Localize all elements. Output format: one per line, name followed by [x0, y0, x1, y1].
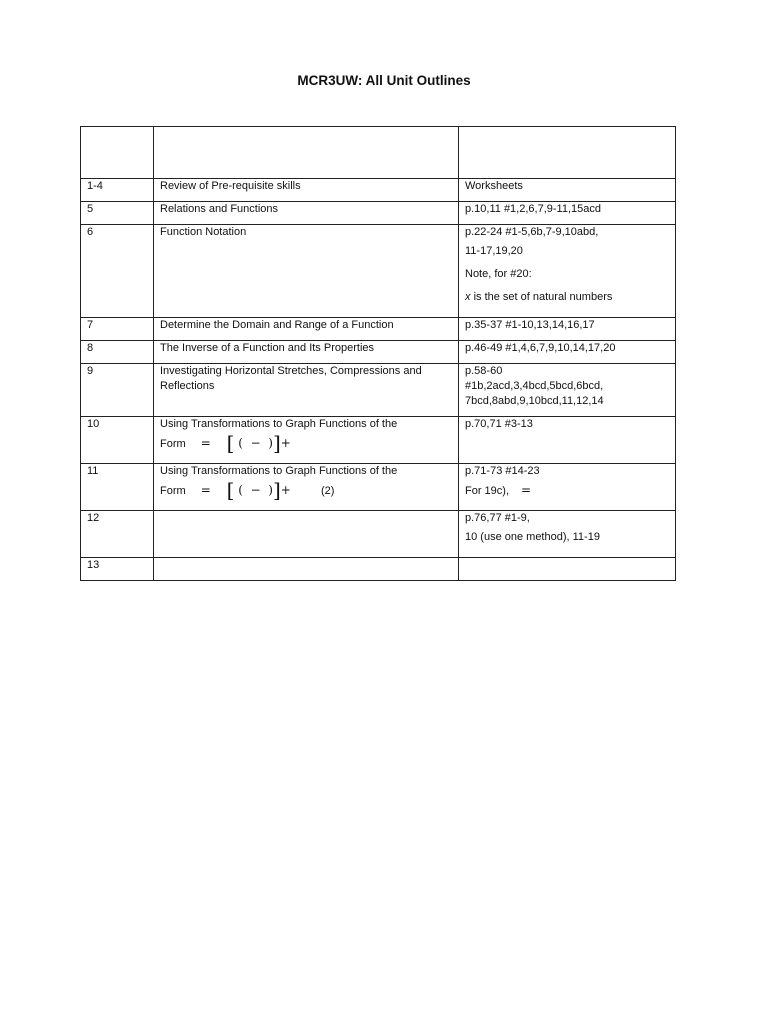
lesson-topic: The Inverse of a Function and Its Properties: [154, 341, 459, 364]
lesson-topic: [154, 558, 459, 581]
table-header-row: [81, 127, 676, 179]
lesson-topic: Review of Pre-requisite skills: [154, 179, 459, 202]
lesson-topic: Relations and Functions: [154, 202, 459, 225]
lesson-number: 13: [81, 558, 154, 581]
lesson-homework: p.76,77 #1-9, 10 (use one method), 11-19: [459, 511, 676, 558]
lesson-number: 5: [81, 202, 154, 225]
table-row: [81, 511, 676, 558]
table-row: [81, 364, 676, 417]
lesson-homework: p.58-60 #1b,2acd,3,4bcd,5bcd,6bcd, 7bcd,8abd,9,10bcd,11,12,14: [459, 364, 676, 417]
lesson-number: 12: [81, 511, 154, 558]
lesson-homework: p.70,71 #3-13: [459, 417, 676, 464]
lesson-topic: Using Transformations to Graph Functions of the Form = [ ( − )]+: [154, 417, 459, 464]
lesson-homework: p.46-49 #1,4,6,7,9,10,14,17,20: [459, 341, 676, 364]
lesson-number: 6: [81, 225, 154, 318]
table-row: [81, 558, 676, 581]
lesson-homework: p.10,11 #1,2,6,7,9-11,15acd: [459, 202, 676, 225]
unit-outline-table: [80, 126, 676, 581]
lesson-topic: [154, 511, 459, 558]
function-form-expression: Form = [ ( − )]+ (2): [160, 478, 335, 502]
table-row: [81, 318, 676, 341]
lesson-number: 9: [81, 364, 154, 417]
lesson-homework: Worksheets: [459, 179, 676, 202]
lesson-homework: p.22-24 #1-5,6b,7-9,10abd, 11-17,19,20 Note, for #20: x is the set of natural numbers: [459, 225, 676, 318]
lesson-number: 8: [81, 341, 154, 364]
lesson-homework: [459, 558, 676, 581]
table-row: [81, 341, 676, 364]
table-row: [81, 202, 676, 225]
page-title: MCR3UW: All Unit Outlines: [297, 73, 471, 88]
lesson-number: 11: [81, 464, 154, 511]
table-row: [81, 179, 676, 202]
lesson-number: 1-4: [81, 179, 154, 202]
lesson-topic: Function Notation: [154, 225, 459, 318]
lesson-homework: p.71-73 #14-23 For 19c), =: [459, 464, 676, 511]
table-row: [81, 225, 676, 318]
lesson-number: 7: [81, 318, 154, 341]
lesson-number: 10: [81, 417, 154, 464]
lesson-topic: Determine the Domain and Range of a Function: [154, 318, 459, 341]
function-form-expression: Form = [ ( − )]+: [160, 431, 291, 455]
table-row: [81, 417, 676, 464]
table-row: [81, 464, 676, 511]
lesson-homework: p.35-37 #1-10,13,14,16,17: [459, 318, 676, 341]
lesson-topic: Investigating Horizontal Stretches, Compressions and Reflections: [154, 364, 459, 417]
lesson-topic: Using Transformations to Graph Functions of the Form = [ ( − )]+ (2): [154, 464, 459, 511]
